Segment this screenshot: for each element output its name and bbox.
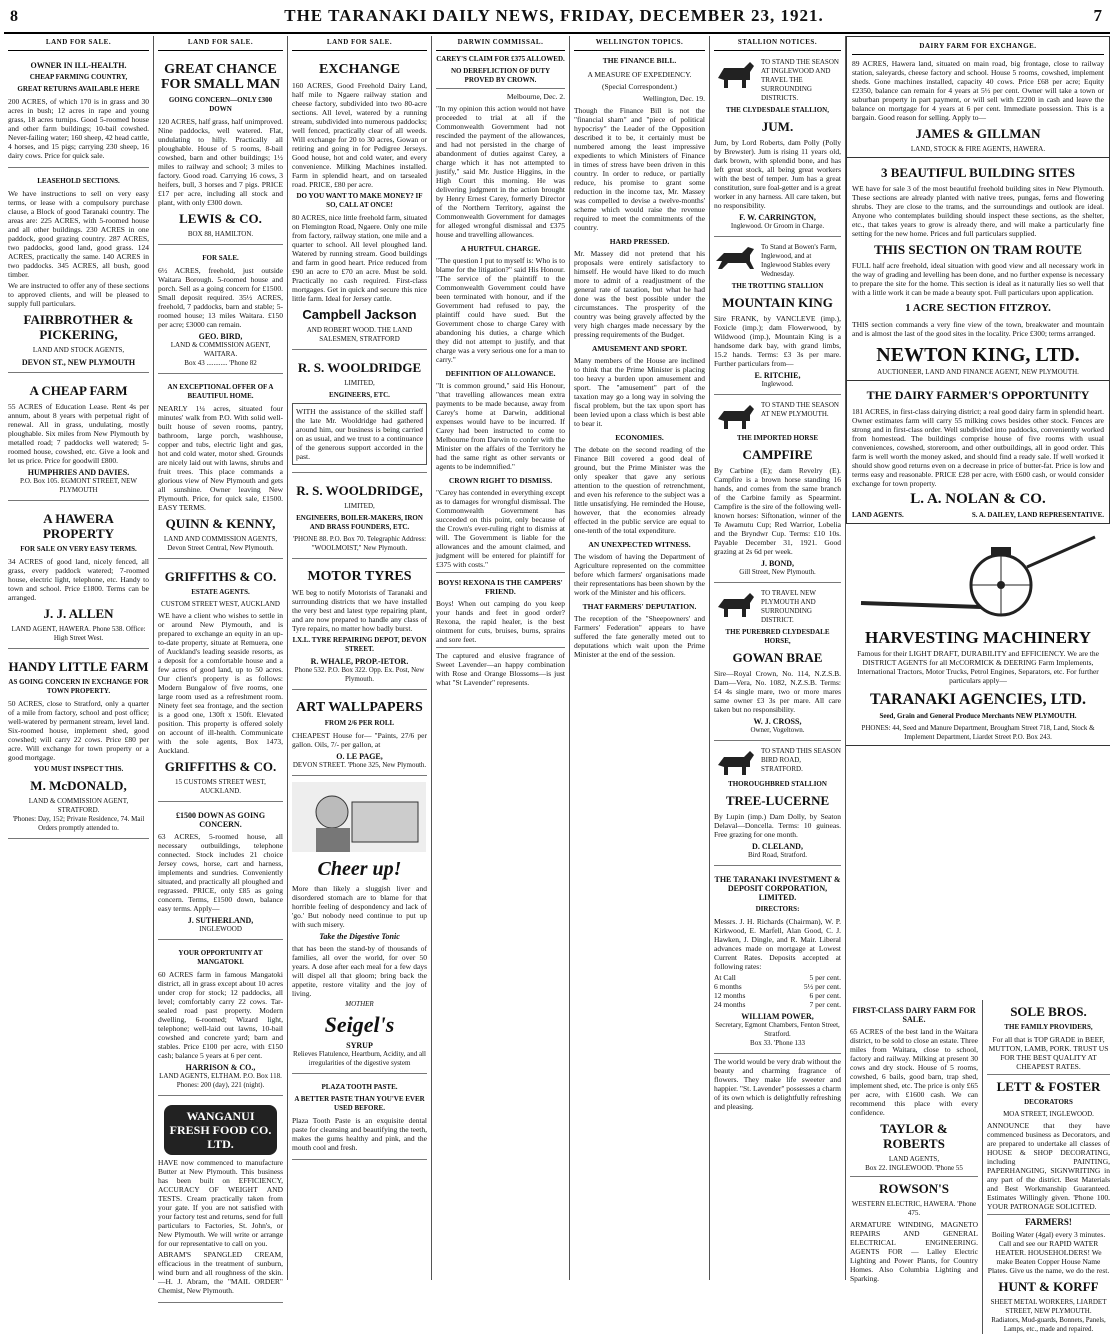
wooldridge-ad-2: [292, 476, 427, 559]
sole-bros-column: [982, 1000, 1110, 1334]
stallion-name: CAMPFIRE: [742, 447, 813, 462]
article-paragraph: Though the Finance Bill is not the "financial sham" and "piece of political hypocrisy" the Leader of the Opposition described it to be, it certainly must be numbered among the least impressive expedients to which Ministers of Finance in times of stress have been driven in this country. In order to reduce, or partially reduce, his promise to grant some reduction in the income tax, Mr. Massey was compelled to devise a twelve-months' scheme which would raise the revenue required to meet the commitments of the country.: [574, 106, 705, 232]
ad-title: £1500 DOWN AS GOING CONCERN.: [175, 811, 266, 829]
ad-body: Jum, by Lord Roberts, dam Polly (Polly by Brewster). Jum is rising 11 years old, dark brown, with splendid bone, and has left great stock, all being great workers with the best of temper. Jum has a great constitution, sure foal-getter and is a great worker in any harness. All care taken, but no responsibility.: [714, 138, 841, 210]
agent-name: FAIRBROTHER & PICKERING,: [23, 312, 134, 342]
plaza-ad: [292, 1077, 427, 1160]
stallion-breed: THE CLYDESDALE STALLION,: [726, 106, 829, 114]
company-name: ROWSON'S: [878, 1181, 950, 1196]
stallion-breed: THOROUGHBRED STALLION: [728, 780, 827, 788]
masthead-title: THE TARANAKI DAILY NEWS, FRIDAY, DECEMBER 23, 1921.: [284, 6, 824, 25]
agent-sub: LAND AGENT, HAWERA. Phone 538. Office: High Street West.: [11, 625, 146, 642]
ad-title: THIS SECTION ON TRAM ROUTE: [874, 242, 1082, 257]
owner-name: F. W. CARRINGTON,: [739, 213, 816, 222]
stallion-breed: THE IMPORTED HORSE: [736, 434, 819, 442]
agent-sub: LAND & COMMISSION AGENT, WAITARA.: [170, 341, 271, 358]
ad-title: HANDY LITTLE FARM: [8, 659, 149, 674]
column-5: [570, 36, 710, 1280]
article-heading: AN UNEXPECTED WITNESS.: [588, 540, 691, 549]
agent-name: GRIFFITHS & CO.: [164, 759, 277, 774]
horse-icon: [714, 58, 758, 92]
agent-address: 15 CUSTOMS STREET WEST, AUCKLAND.: [175, 778, 266, 795]
ad-title: THE DAIRY FARMER'S OPPORTUNITY: [866, 388, 1090, 402]
owner-name: W. J. CROSS,: [753, 717, 802, 726]
hawera-ad: [8, 504, 149, 649]
agent-box: Box 22. INGLEWOOD. 'Phone 55: [865, 1164, 963, 1172]
article-title: CAREY'S CLAIM FOR £375 ALLOWED.: [436, 55, 565, 63]
newton-king-ad: [846, 158, 1110, 381]
newspaper-page: [4, 4, 1110, 1333]
secretary-sub: Secretary, Egmont Chambers, Fenton Street, Stratford.: [715, 1021, 840, 1038]
rate-term: At Call: [714, 973, 736, 982]
article-heading: DEFINITION OF ALLOWANCE.: [445, 369, 556, 378]
ad-title: FIRST-CLASS DAIRY FARM FOR SALE.: [852, 1006, 976, 1024]
mountain-king-ad: [714, 240, 841, 395]
divider: [987, 1214, 1110, 1215]
tree-lucerne-ad: [714, 744, 841, 866]
ad-title: 1 ACRE SECTION FITZROY.: [905, 302, 1051, 314]
divider: [436, 88, 565, 89]
agent-sub: INGLEWOOD: [199, 925, 242, 933]
agent-name: J. J. ALLEN: [43, 606, 114, 621]
article-subtitle: NO DEREFLICTION OF DUTY PROVED BY CROWN.: [450, 67, 551, 84]
wanganui-ad: [158, 1099, 283, 1303]
company-ltd: LIMITED,: [344, 502, 375, 510]
ad-title: PLAZA TOOTH PASTE.: [321, 1083, 398, 1091]
company-name: SOLE BROS.: [1010, 1004, 1087, 1019]
company-name: LETT & FOSTER: [996, 1079, 1101, 1094]
ad-body: WE beg to notify Motorists of Taranaki and surrounding districts that we have installed the very best and latest type repairing plant, and are now prepared to handle any class of Tyre repairs, no matter how badly burst.: [292, 588, 427, 633]
ad-title: HARVESTING MACHINERY: [865, 628, 1091, 647]
griffiths-ad: [158, 562, 283, 802]
ad-title: AN EXCEPTIONAL OFFER OF A BEAUTIFUL HOME.: [167, 383, 274, 400]
ad-body: Boiling Water (4gal) every 3 minutes. Call and see our RAPID WATER HEATER. HOUSEHOLDERS! We make Beaten Copper House Name Plates. Give us the name, we do the rest.: [987, 1230, 1110, 1275]
ad-body: By Carbine (E); dam Revelry (E). Campfire is a brown horse standing 16 hands, and comes from the same branch of the Carbine family as Spearmint. Campfire is the sire of the following well-known horses: Siftonation, winner of the Te Awamutu Cup; Red Warrior, Lobelia and the Bryndwr Cup. Terms: £10 10s. Payable December 31, 1921. Good grazing at 2s 6d per week.: [714, 466, 841, 556]
article-heading: THAT FARMERS' DEPUTATION.: [582, 602, 697, 611]
company-phones: PHONES: 44, Seed and Manure Department, Brougham Street 718, Land, Stock & Implement Department, Liardet Street P.O. Box 243.: [861, 724, 1095, 741]
great-chance-ad: [158, 55, 283, 245]
stallion-breed: THE PUREBRED CLYDESDALE HORSE,: [725, 628, 830, 645]
company-box: Box 33. 'Phone 133: [750, 1039, 805, 1047]
ad-body: HAVE now commenced to manufacture Butter at New Plymouth. This business has been built on EFFICIENCY, ACCURACY OF WEIGHT AND TESTS. Cream practically taken from your gate. If you are not satisfied with your factory test and returns, send for full particulars to Factories, St. John's, or New Plymouth. We will write or arrange for our representative to call on you.: [158, 1158, 283, 1248]
ad-title: LEASEHOLD SECTIONS.: [37, 177, 120, 185]
brand-syrup: SYRUP: [346, 1041, 373, 1050]
directors-heading: DIRECTORS:: [755, 905, 800, 913]
secretary-name: WILLIAM POWER,: [741, 1012, 814, 1021]
cheap-farm-ad: [8, 376, 149, 501]
rate-value: 6 per cent.: [809, 991, 841, 1000]
stallion-breed: THE TROTTING STALLION: [731, 282, 824, 290]
agent-sub: LAND AGENTS, ELTHAM. P.O. Box 118. Phones: 200 (day), 221 (night).: [159, 1072, 282, 1089]
agent-sub: AND ROBERT WOOD. THE LAND SALESMEN, STRATFORD: [306, 326, 413, 343]
motor-tyres-ad: [292, 562, 427, 690]
ad-title: FOR SALE.: [202, 254, 239, 262]
owner-sub: Gill Street, New Plymouth.: [739, 568, 816, 576]
column-header: DARWIN COMMISSAL.: [436, 36, 565, 51]
beautiful-home-ad: [158, 377, 283, 559]
ad-body: For all that is TOP GRADE in BEEF, MUTTON, LAMB, PORK. TRUST US FOR THE BEST QUALITY AT CHEAPEST RATES.: [988, 1035, 1109, 1071]
company-name: THE TARANAKI INVESTMENT & DEPOSIT CORPORATION, LIMITED.: [714, 875, 841, 902]
man-illustration: [292, 782, 426, 852]
agent-name: TAYLOR & ROBERTS: [880, 1121, 948, 1151]
brand-name: Seigel's: [324, 1012, 395, 1037]
column-header: LAND FOR SALE.: [158, 36, 283, 51]
ad-subtitle: Take the Digestive Tonic: [319, 932, 400, 941]
ad-body: 120 ACRES, half grass, half unimproved. Nine paddocks, well watered. Flat, undulating to hilly. Practically all ploughable. House of 5 rooms, 8-bail cowshed, barn and other buildings; 1½ miles to railway and school; 3 miles to factory. Good road. Carrying 16 cows, 3 heifers, bull, 3 horses and 7 pigs. PRICE £17 per acre, including all stock and plant, with only £300 down.: [158, 117, 283, 207]
company-sub: THE FAMILY PROVIDERS,: [1004, 1023, 1093, 1031]
ad-body: 89 ACRES, Hawera land, situated on main road, big frontage, close to railway station, saleyards, cheese factory and school. House 5 rooms, cowshed, implement sheds. Gone machines installed, capacity 40 cows. Price £68 per acre; Equity £2350, balance can remain for 4 years at 5½ per cent. Owner will take a town or suburban property in part payment, or will sell with £2200 in cash and leave the balance on mortgage for 4 years at 6 per cent. Immediate possession. This is a bargain. Good reason for selling. Apply to—: [852, 59, 1104, 122]
stand-notice: TO TRAVEL NEW PLYMOUTH AND SURROUNDING DISTRICT.: [761, 589, 816, 624]
article-dateline: Melbourne, Dec. 2.: [506, 92, 565, 101]
ad-body: We are instructed to offer any of these sections to approved clients, and will be pleased to supply full particulars.: [8, 281, 149, 308]
ad-body: Sire—Royal Crown, No. 114, N.Z.S.B. Dam—Vera, No. 1082, N.Z.S.B. Terms: £4 4s single mare, two or more mares same owner £3 3s per mare. All care taken but no responsibility.: [714, 669, 841, 714]
rate-term: 24 months: [714, 1000, 746, 1009]
article-heading: A HURTFUL CHARGE.: [460, 244, 541, 253]
column-2: [154, 36, 288, 1295]
article-paragraph: Mr. Massey did not pretend that his proposals were entirely satisfactory to himself. He would have liked to do much more to admit of a readjustment of the general rate of taxation, but what he had done was the best possible under the circumstances. The prosperity of the country was being gravely affected by the very high charges made necessary by the pressing requirements of the Budget.: [574, 249, 705, 339]
agent-left: LAND AGENTS.: [852, 511, 904, 519]
agent-address: BOX 88, HAMILTON.: [187, 230, 254, 238]
article-paragraph: "Carey has contended in everything except as to damages for wrongful dismissal. The Commonwealth Government has succeeded on this point, only because of the Crown's ever-ruling right to dismiss at will. The Government is liable for the allowances and the amount claimed, and judgment will be entered for plaintiff for £375 with costs.": [436, 488, 565, 569]
agent-name: L. A. NOLAN & CO.: [910, 491, 1046, 507]
article-paragraph: "It is common ground," said His Honour, "that travelling allowances mean extra payments to be made because, away from Carey's home at Darwin, additional expenses would have to be incurred. If Carey had been instructed to come to Melbourne from Darwin to confer with the Minister on the affairs of the Territory he had the same right as other servants or agents to be indemnified.": [436, 381, 565, 471]
dairy-opportunity-ad: [846, 381, 1110, 524]
ad-body: 200 ACRES, of which 170 is in grass and 30 acres in bush; 12 acres in rape and young grass, 18 acres turnips. Good 5-roomed house and other farm buildings; 10-bail cowshed. Never-failing water; 160 sheep, 42 head cattle, 4 horses, and 15 pigs; carrying 230 sheep, 16 dairy cows. Price for quick sale.: [8, 97, 149, 160]
owner-sub: Owner, Vogeltown.: [750, 726, 805, 734]
article-title: THE FINANCE BILL.: [602, 56, 677, 65]
dairy-exchange-ad: [846, 36, 1110, 158]
agent-sub: LAND AND STOCK AGENTS,: [32, 346, 125, 354]
agent-name: HUMPHRIES AND DAVIES.: [27, 468, 130, 477]
investment-corporation-ad: [714, 869, 841, 1054]
company-address: MOA STREET, INGLEWOOD.: [1003, 1110, 1094, 1118]
ad-subtitle: DO YOU WANT TO MAKE MONEY? IF SO, CALL AT ONCE!: [296, 192, 423, 209]
ad-body: Messrs. J. H. Richards (Chairman), W. P. Kirkwood, E. Marfell, Alan Good, C. J. Hawken, J. Dingle, and R. Mair. Liberal advances made on mortgage at Lowest Current Rates. Deposits accepted at following rates:: [714, 917, 841, 971]
agent-sub: LAND, STOCK & FIRE AGENTS, HAWERA.: [910, 145, 1046, 153]
agent-name: QUINN & KENNY,: [165, 516, 276, 531]
ad-title: GREAT CHANCE FOR SMALL MAN: [161, 62, 280, 92]
owner-sub: Inglewood. Or Groom in Charge.: [730, 222, 825, 230]
wallpaper-ad: [292, 693, 427, 776]
ad-body: WITH the assistance of the skilled staff the late Mr. Wooldridge had gathered around him, our business is being carried on as usual, and we trust to a continuance of the generous support accorded in the past.: [292, 403, 427, 465]
campfire-ad: [714, 398, 841, 583]
stand-notice: To Stand at Bowen's Farm, Inglewood, and at Inglewood Stables every Wednesday.: [761, 243, 837, 278]
article-paragraph: The captured and elusive fragrance of Sweet Lavender—an happy combination with Rose and Orange Blossoms—is just what "St Lavender" represents.: [436, 651, 565, 687]
article-paragraph: The wisdom of having the Department of Agriculture represented on the committee before which farmers' organisations made their representations has been shown by the work of the Minister and his officers.: [574, 552, 705, 597]
ad-body: Plaza Tooth Paste is an exquisite dental paste for cleansing and beautifying the teeth, makes the gums healthy and pink, and the mouth cool and fresh.: [292, 1116, 427, 1152]
article-paragraph: "In my opinion this action would not have proceeded to trial at all if the Commonwealth Government had not rescinded the payment of the allowances, and had not persisted in the charge of abandonment of duties against Carey, a charge which it has not attempted to justify," said Mr. Justice Higgins, in the High Court this morning. He was delivering judgment in the action brought by Henry Ernest Carey, formerly Director of the Northern Territory, against the Commonwealth Government for damages for alleged wrongful dismissal and £375 house and travelling allowances.: [436, 104, 565, 239]
article-byline: (Special Correspondent.): [602, 82, 677, 91]
column-header: WELLINGTON TOPICS.: [574, 36, 705, 51]
agent-address: P.O. Box 105. EGMONT STREET, NEW PLYMOUTH: [20, 477, 137, 494]
divider: [850, 1176, 978, 1177]
ad-body: WE have a client who wishes to settle in or around New Plymouth, and is prepared to exchange an equity in an up-to-date property, situate at Remuera, one of Auckland's leading seaside resorts, as a deposit for a comfortable house and a few acres of good land, up to 50 acres. Our client's property is as follows: Modern Bungalow of five rooms, one large room used as a refreshment room. Ninety feet sea frontage, and the section is a good one, 130ft x 150ft. Elevated position. This property is offered solely on account of ill-health. Communicate with the sole agents, Box 1473, Auckland.: [158, 611, 283, 755]
article-paragraph: The world would be very drab without the beauty and charming fragrance of flowers. They make life sweeter and happier. "St. Lavender" possesses a charm of its own which is delightfully refreshing and pleasing.: [714, 1057, 841, 1111]
article-heading: HARD PRESSED.: [609, 237, 670, 246]
ad-subtitle: FROM 2/6 PER ROLL: [324, 719, 395, 727]
article-heading: AMUSEMENT AND SPORT.: [591, 344, 688, 353]
ad-body: Famous for their LIGHT DRAFT, DURABILITY and EFFICIENCY. We are the DISTRICT AGENTS for all McCORMICK & DEERING Farm Implements, International Tractors, Motor Trucks, Petrol Engines, Separators, etc. For further particulars apply—: [857, 649, 1099, 685]
article-dateline: Wellington, Dec. 19.: [642, 94, 705, 103]
company-sub: AUCTIONEER, LAND AND FINANCE AGENT, NEW PLYMOUTH.: [877, 368, 1079, 376]
ad-subtitle: FOR SALE ON VERY EASY TERMS.: [20, 545, 137, 553]
ad-body: NEARLY 1¼ acres, situated four minutes' walk from P.O. With solid well-built house of seven rooms, pantry, bathroom, large porch, washhouse, copper and tubs, electric light and gas, hot and cold water, motor shed. Grounds are nicely laid out with lawns, shrubs and fruit trees. This place commands a glorious view of New Plymouth and gets all sunshine. Owner leaving New Plymouth. Price, for quick sale, £1500. EASY TERMS.: [158, 404, 283, 512]
company-sub: WESTERN ELECTRIC, HAWERA. 'Phone 475.: [851, 1200, 977, 1217]
ad-body: We have instructions to sell on very easy terms, or lease with a compulsory purchase clause, a Block of good Taranaki country. The areas are: 225 ACRES, with 5-roomed house and all other buildings. 230 ACRES in one paddock, good grazing country. 287 ACRES, two paddocks, good land, good grass. 124 ACRES, practically the same. 140 ACRES in two paddocks. 345 ACRES, all bush, good timber.: [8, 189, 149, 279]
ad-subtitle: YOU MUST INSPECT THIS.: [33, 765, 124, 773]
horse-icon: [714, 401, 758, 431]
brand-mother: MOTHER: [345, 1000, 374, 1008]
article-paragraph: The debate on the second reading of the Finance Bill covered a good deal of ground, but the Prime Minister was the only speaker that gave any serious attention to the question of retrenchment, and even his reference to the subject was a little unsatisfying. He reminded the House, however, that the economies already effected in the public service are equal to one-tenth of the total expenditure.: [574, 445, 705, 535]
stallion-name: TREE-LUCERNE: [725, 793, 830, 808]
masthead: [4, 4, 1110, 34]
company-phone: 'PHONE 88. P.O. Box 70. Telegraphic Address: "WOOLMOIST," New Plymouth.: [292, 535, 427, 552]
ad-body: 55 ACRES of Education Lease. Rent 4s per annum, about 8 years with perpetual right of renewal. All in grass, undulating, mostly ploughable. Six miles from New Plymouth by metalled road; 7 paddocks well watered; 5-roomed house, cowshed, etc. Give a look and let us price. Price for goodwill £800.: [8, 402, 149, 465]
agent-name: GEO. BIRD,: [198, 332, 243, 341]
stallion-name: GOWAN BRAE: [732, 650, 823, 665]
wooldridge-ad: [292, 353, 427, 473]
owner-ad: [8, 55, 149, 168]
ad-title: EXCHANGE: [319, 62, 400, 77]
ad-title: OWNER IN ILL-HEALTH.: [30, 61, 127, 70]
article-paragraph: Many members of the House are inclined to think that the Prime Minister is placing too heavy a burden upon amusement and sport. The "amusement" part of the taxation may go a long way in solving the fiscal problem, but the tax upon sport has been levied upon a class which is best able to bear it.: [574, 356, 705, 428]
page-number-right: 7: [1093, 6, 1102, 25]
rate-row: [714, 991, 841, 1000]
page-number-left: 8: [10, 8, 19, 25]
company-name: NEWTON KING, LTD.: [876, 344, 1080, 366]
mower-illustration: [851, 527, 1101, 621]
ad-body: CHEAPEST House for— "Paints, 27/6 per gallon. Oils, 7/- per gallon, at: [292, 731, 427, 749]
trotting-horse-icon: [714, 243, 758, 273]
ad-subtitle: GOING CONCERN—ONLY £300 DOWN: [168, 96, 273, 113]
ad-body: 50 ACRES, close to Stratford, only a quarter of a mile from factory, school and post office; well-watered by permanent stream, level land. Six-roomed house, implement shed, good cowshed; will carry 22 cows. Price £80 per acre. Will exchange for town property or a good mortgage.: [8, 699, 149, 762]
agent-name: LEWIS & CO.: [179, 211, 262, 226]
ad-body: 34 ACRES of good land, nicely fenced, all grass, every paddock watered; 7-roomed house, electric light, telephone, etc. Handy to town and school. Price £1800. Terms can be arranged.: [8, 557, 149, 602]
rate-row: [714, 973, 841, 982]
ad-title: ART WALLPAPERS: [296, 700, 423, 715]
owner-sub: Bird Road, Stratford.: [747, 851, 808, 859]
ad-subtitle: I.X.L. TYRE REPAIRING DEPOT, DEVON STREET.: [292, 636, 427, 653]
owner-name: J. BOND,: [760, 559, 795, 568]
seigel-ad: [292, 779, 427, 1074]
agent-name: GRIFFITHS & CO.: [164, 569, 277, 584]
ad-body: By Lupin (imp.) Dam Dolly, by Seaton Delaval—Doncella. Terms: 10 guineas. Free grazing for one month.: [714, 812, 841, 839]
rate-row: [714, 1000, 841, 1009]
waitara-sale-ad: [158, 248, 283, 374]
harvesting-ad: [846, 524, 1110, 746]
ad-body: FULL half acre freehold, ideal situation with good view and all necessary work in the way of grading and levelling has been done, and no further expense is necessary to prepare the site for the home. This section is ideal as it naturally lies so well that with a little work it can be made a beauty spot. Full particulars upon application.: [852, 261, 1104, 297]
company-name: R. S. WOOLDRIDGE: [297, 360, 422, 375]
company-name: HUNT & KORFF: [998, 1279, 1099, 1294]
company-name: TARANAKI AGENCIES, LTD.: [869, 691, 1087, 708]
article-heading: BOYS! REXONA IS THE CAMPERS' FRIEND.: [438, 578, 563, 596]
agent-name: Campbell Jackson: [302, 307, 417, 322]
column-6: [710, 36, 846, 1280]
agent-sub: LAND & COMMISSION AGENT, STRATFORD.: [28, 797, 129, 814]
article-paragraph: The reception of the "Sheepowners' and Farmers' Federation" appears to have suffered the fate generally meted out to deputations which wait upon the Prime Minister at the end of the session.: [574, 614, 705, 659]
horse-icon: [714, 747, 758, 777]
exchange-ad: [292, 55, 427, 350]
agent-name: M. McDONALD,: [30, 778, 127, 793]
divider: [987, 1074, 1110, 1075]
ad-body: THIS section commands a very fine view of the town, breakwater and mountain and is almost the last of the good sites in the locality. Price £300; terms arranged.: [852, 320, 1104, 338]
mangatoki-ad: [158, 943, 283, 1096]
agent-name: JAMES & GILLMAN: [915, 126, 1041, 141]
column-1: [4, 36, 154, 1280]
ad-body: 63 ACRES, 5-roomed house, all necessary outbuildings, telephone connected. Stock includes 21 choice Jersey cows, horse, cart and harness, implements and sundries. Conveniently situated, and practically all ploughed and regrassed. PRICE, only £85 as going concern. Terms, £1500 down, balance easy terms. Apply—: [158, 832, 283, 913]
jum-stallion-ad: [714, 55, 841, 237]
ad-body: that has been the stand-by of thousands of families, all over the world, for over 50 years. A dose after each meal for a few days will dispel all that gloom; bring back the appetite, restore vitality and the joy of living.: [292, 944, 427, 998]
agent-address: CUSTOM STREET WEST, AUCKLAND: [161, 600, 280, 608]
ad-header: DAIRY FARM FOR EXCHANGE.: [852, 40, 1104, 55]
ad-subtitle: AS GOING CONCERN IN EXCHANGE FOR TOWN PROPERTY.: [8, 678, 149, 695]
agent-box: Box 43 ............ 'Phone 82: [184, 359, 257, 367]
ad-body: ANNOUNCE that they have commenced business as Decorators, and are prepared to undertake all classes of HOUSE & SHOP DECORATING, including PAINTING, PAPERHANGING, SIGNWRITING in any part of the district. Best Materials and Best Workmanship Guaranteed. Estimates Willingly given. 'Phone 100. YOUR PATRONAGE SOLICITED.: [987, 1121, 1110, 1211]
article-heading: ECONOMIES.: [615, 433, 664, 442]
rate-value: 7 per cent.: [809, 1000, 841, 1009]
divider: [436, 647, 565, 648]
agent-row: [852, 511, 1104, 520]
article-subtitle: A MEASURE OF EXPEDIENCY.: [587, 70, 692, 79]
ad-title: YOUR OPPORTUNITY AT MANGATOKI.: [178, 949, 263, 966]
article-heading: CROWN RIGHT TO DISMISS.: [448, 476, 553, 485]
divider: [436, 572, 565, 573]
ad-body: Sire FRANK, by VANCLEVE (imp.), Foxicle (imp.); dam Flowerwood, by Wildwood (imp.), Mountain King is a handsome dark bay, with grand limbs, 15.2 hands. Terms: £3 3s per mare. Further particulars from—: [714, 314, 841, 368]
rate-row: [714, 982, 841, 991]
company-sub: Seed, Grain and General Produce Merchants NEW PLYMOUTH.: [879, 712, 1077, 720]
column-header: LAND FOR SALE.: [292, 36, 427, 51]
ad-body: 80 ACRES, nice little freehold farm, situated on Flemington Road, Ngaere. Only one mile from factory, railway station, one mile and a quarter to school. All level ploughed land. Watered by running stream. Good buildings and farm in good heart. Price reduced from £90 an acre to £70 an acre. Must be sold. Practically no cash required. First-class mortgages. Get in quick and secure this nice little farm. Ideal for Jersey cattle.: [292, 213, 427, 303]
ad-body: ABRAM'S SPANGLED CREAM, efficacious in the treatment of sunburn, wind burn and all roughness of the skin.—H. J. Abram, the "MAIL ORDER" Chemist, New Plymouth.: [158, 1250, 283, 1295]
rates-table: [714, 973, 841, 1009]
article-paragraph: "The question I put to myself is: Who is to blame for the litigation?" said His Honour. "The service of the plaintiff to the Commonwealth Government could have been terminated with honour, and if the Government had refused to pay, the plaintiff could have sued. But the Government chose to charge Carey with abandoning his duties, a charge which they did not attempt to justify, and that charge was a very serious one for a man to carry.": [436, 256, 565, 364]
owner-name: E. RITCHIE,: [754, 371, 801, 380]
company-name: R. S. WOOLDRIDGE,: [296, 483, 423, 498]
leasehold-ad: [8, 171, 149, 373]
agent-phone: 'Phones: Day, 152; Private Residence, 74. Mail Orders promptly attended to.: [12, 815, 145, 832]
ad-subtitle: GREAT RETURNS AVAILABLE HERE: [17, 85, 140, 93]
stand-notice: TO STAND THIS SEASON BIRD ROAD, STRATFORD.: [761, 747, 841, 773]
ad-body: 160 ACRES, Good Freehold Dairy Land, half mile to Ngaere railway station and cheese factory, subdivided into two 80-acre sections. All level, watered by a running stream, subdivided into numerous paddocks; well fenced, practically clear of all weeds. Will exchange for 20 to 30 acres, Gowan or retiring and going in for Pedigree Jerseys. Good house, hot and cold water, and every convenience. Milking Machines installed. Farm in splendid heart, and on tarsealed road. PRICE, £80 per acre.: [292, 81, 427, 189]
ad-body: 6½ ACRES, freehold, just outside Waitara Borough. 5-roomed house and porch. Sell as a going concern for £1500. Small deposit required. 35½ ACRES, freehold, 7 paddocks, barn and stable; 5-roomed house; 13 miles Waitara. £150 per acre; £3000 can remain.: [158, 266, 283, 329]
company-sub: ENGINEERS, BOILER-MAKERS, IRON AND BRASS FOUNDERS, ETC.: [296, 514, 423, 531]
rate-value: 5 per cent.: [809, 973, 841, 982]
owner-name: D. CLELAND,: [752, 842, 803, 851]
ad-body: ARMATURE WINDING, MAGNETO REPAIRS AND GENERAL ELECTRICAL ENGINEERING. AGENTS FOR — Lalley Electric Lighting and Power Plants, for Country Homes. Also Columbia Lighting and Sparking.: [850, 1220, 978, 1283]
company-sub: DECORATORS: [1024, 1098, 1073, 1106]
ad-body: WE have for sale 3 of the most beautiful freehold building sites in New Plymouth. These sections are already planted with native trees, pungas, ferns and flowering shrubs. They are close to the trams, and the surroundings and outlook are ideal. Anyone who contemplates building should inspect these sections, as the shelter, etc., that takes years to grow is already there, and will make a particularly fine setting for the new home. Prices and full particulars supplied.: [852, 184, 1104, 238]
ad-body: 181 ACRES, in first-class dairying district; a real good dairy farm in splendid heart. Owner estimates farm will carry 55 milking cows besides other stock. Fences are strong and in first-class order. Well subdivided into paddocks, conveniently worked from homestead. The buildings comprise house of five rooms with usual conveniences, cowshed, storeroom, and other outbuildings, all in good order. This farm is well worth the money asked, and should find a ready sale. If well worked it should show good returns even on a decrease in price of butter-fat. Price is low and terms easy and reasonable. PRICE £28 per acre, with £600 cash, or would consider exchange for town property.: [852, 407, 1104, 488]
column-header: STALLION NOTICES.: [714, 36, 841, 51]
agent-right: S. A. DAILEY, LAND REPRESENTATIVE.: [971, 511, 1104, 519]
ad-body: 60 ACRES farm in famous Mangatoki district, all in grass except about 10 acres under crop for stock; 12 paddocks, all level; comfortably carry 22 cows. Tar-sealed road past property. Modern dwelling, 6-roomed; Wizard light, telephone; well-laid out lawns, 10-bail cowshed and concrete yard; barn and stables. Price £100 per acre, with £150 cash; balance 5 years at 6 per cent.: [158, 970, 283, 1060]
agent-name: O. LE PAGE,: [336, 752, 383, 761]
column-3: [288, 36, 432, 1280]
company-sub: ENGINEERS, ETC.: [329, 391, 390, 399]
ad-body: More than likely a sluggish liver and disordered stomach are to blame for that horrible feeling of despondency and lack of 'go.' But nobody need continue to put up with such misery.: [292, 884, 427, 929]
gowan-brae-ad: [714, 586, 841, 741]
ad-title: A HAWERA PROPERTY: [42, 511, 115, 541]
first-class-farm-column: [846, 1000, 982, 1288]
ad-title: FARMERS!: [1025, 1217, 1072, 1227]
ad-title: Cheer up!: [317, 858, 402, 880]
column-4: [432, 36, 570, 1280]
ad-subtitle: A BETTER PASTE THAN YOU'VE EVER USED BEFORE.: [294, 1095, 425, 1112]
agent-address: DEVON ST., NEW PLYMOUTH: [21, 358, 136, 367]
rate-term: 12 months: [714, 991, 746, 1000]
agent-address: DEVON STREET. 'Phone 325, New Plymouth.: [292, 761, 427, 769]
agent-sub: ESTATE AGENTS.: [191, 588, 250, 596]
ad-title: A CHEAP FARM: [29, 383, 128, 398]
stand-notice: TO STAND THE SEASON AT INGLEWOOD AND TRAVEL THE SURROUNDING DISTRICTS.: [761, 58, 839, 102]
ad-body: 65 ACRES of the best land in the Waitara district, to be sold to close an estate. Three miles from Waitara, close to school, factory and railway. Milking at present 30 cows and dry stock. House of 5 rooms, cowshed, 6 bails, good barn, trap shed, implement shed, etc. The price is only £65 per acre, with £1600 cash. We can recommend this place with every confidence.: [850, 1027, 978, 1117]
ad-title: MOTOR TYRES: [307, 569, 412, 584]
owner-sub: Inglewood.: [761, 380, 794, 388]
brand-body: Relieves Flatulence, Heartburn, Acidity, and all irregularities of the digestive system: [293, 1050, 426, 1067]
right-section: [846, 36, 1110, 1333]
agent-name: HARRISON & CO.,: [185, 1063, 256, 1072]
handy-farm-ad: [8, 652, 149, 839]
column-header: LAND FOR SALE.: [8, 36, 149, 51]
agent-sub: LAND AND COMMISSION AGENTS, Devon Street Central, New Plymouth.: [163, 535, 278, 552]
agent-sub: LAND AGENTS,: [888, 1155, 940, 1163]
rate-term: 6 months: [714, 982, 742, 991]
ad-title: 3 BEAUTIFUL BUILDING SITES: [881, 165, 1075, 180]
agent-phone: Phone 532. P.O. Box 322. Opp. Ex. Post, New Plymouth.: [294, 666, 425, 683]
rate-value: 5½ per cent.: [803, 982, 841, 991]
wanganui-logo: WANGANUI FRESH FOOD CO. LTD.: [164, 1105, 277, 1155]
article-paragraph: Boys! When out camping do you keep your hands and feet in good order? Rexona, the rapid healer, is the best ointment for cuts, bruises, burns, sprains and sore feet.: [436, 599, 565, 644]
company-ltd: LIMITED,: [344, 379, 375, 387]
company-sub: SHEET METAL WORKERS, LIARDET STREET, NEW PLYMOUTH.: [990, 1298, 1107, 1315]
agent-name: J. SUTHERLAND,: [187, 916, 254, 925]
company-body: Radiators, Mud-guards, Bonnets, Panels, Lamps, etc., made and repaired.: [991, 1316, 1106, 1333]
stallion-name: MOUNTAIN KING: [722, 295, 833, 310]
horse-icon: [714, 589, 758, 619]
ad-subtitle: CHEAP FARMING COUNTRY,: [29, 73, 128, 81]
stallion-name: JUM.: [761, 119, 794, 134]
going-concern-ad: [158, 805, 283, 940]
agent-name: R. WHALE, PROP.-IETOR.: [310, 657, 409, 666]
stand-notice: TO STAND THE SEASON AT NEW PLYMOUTH.: [761, 401, 839, 418]
